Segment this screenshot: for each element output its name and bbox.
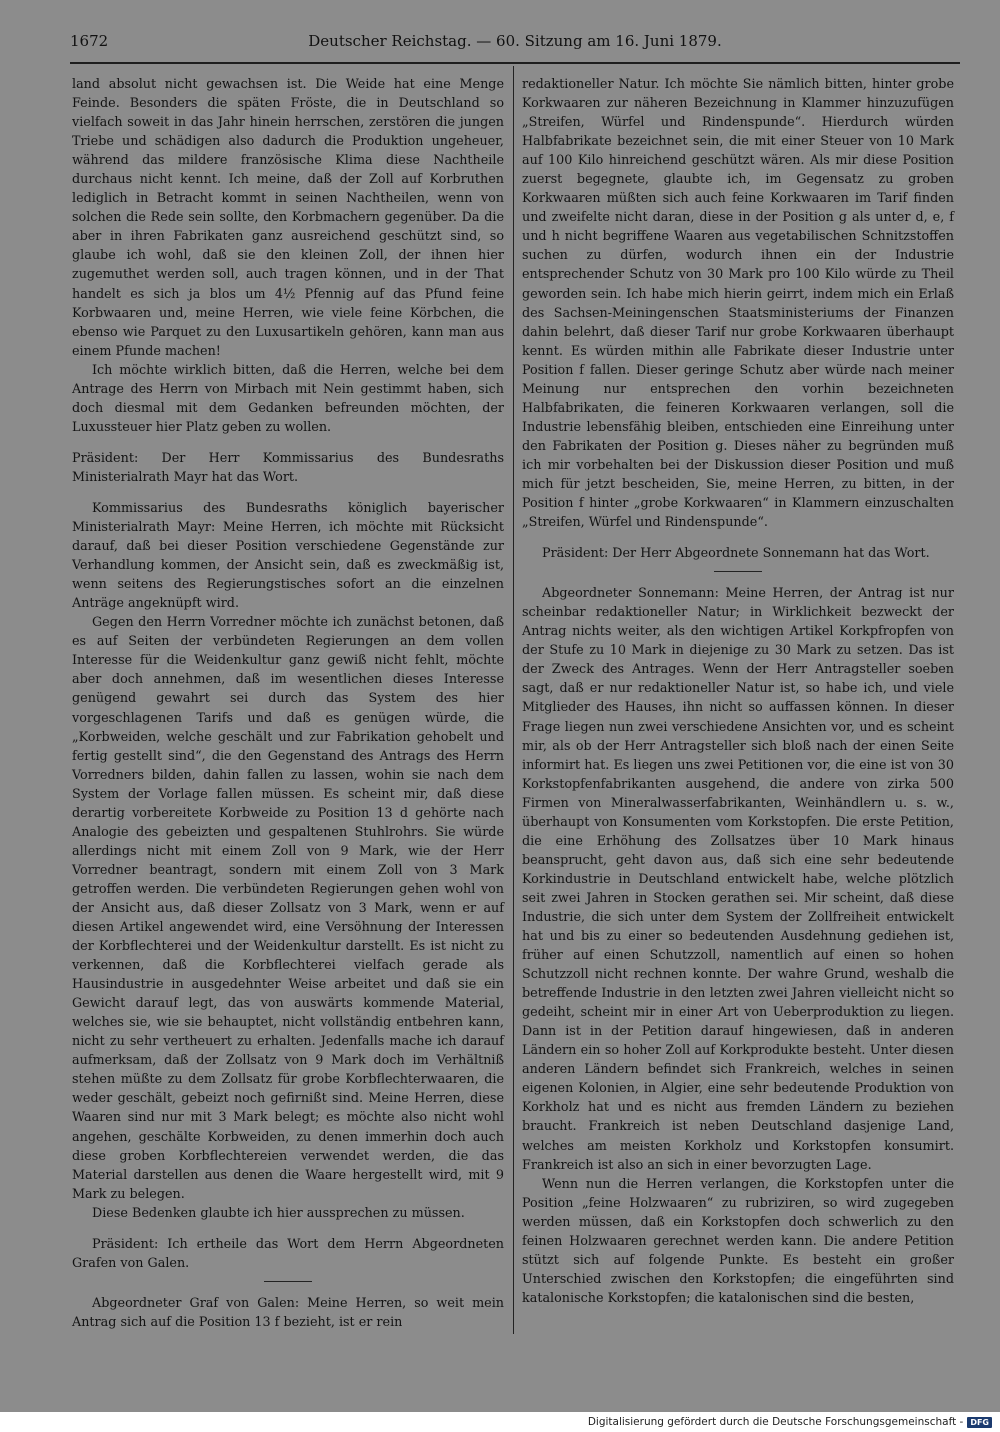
paragraph: Wenn nun die Herren verlangen, die Korkstopfen unter die Position „feine Holzwaaren“ zu rubriziren, so wird zugegeben werden müssen, daß ein Korkstopfen doch schwerlich zu den feinen Holzwaaren gerechnet werden kann. Die andere Petition stützt sich auf folgende Punkte. Es besteht ein großer Unterschied zwischen den Korkstopfen; die eingeführten sind katalonische Korkstopfen; die katalonischen sind die besten, (522, 1176, 954, 1306)
header-rule (70, 62, 960, 64)
column-divider (513, 66, 514, 1334)
section-rule (264, 1281, 312, 1282)
header-title: Deutscher Reichstag. — 60. Sitzung am 16. Juni 1879. (308, 32, 722, 50)
section-rule (714, 571, 762, 572)
paragraph: Diese Bedenken glaubte ich hier aussprechen zu müssen. (92, 1205, 465, 1221)
paragraph: land absolut nicht gewachsen ist. Die Weide hat eine Menge Feinde. Besonders die späten Fröste, die in Deutschland so vielfach soweit in das Jahr hinein herrschen, zerstören die jungen Triebe und schädigen also dadurch die Produktion ungeheuer, während das mildere französische Klima diese Nachtheile durchaus nicht kennt. Ich meine, daß der Zoll auf Korbruthen lediglich in Betracht kommt in seinen Nachtheilen, wenn von solchen die Rede sein sollte, den Korbmachern gegenüber. Da die aber in ihren Fabrikaten ganz ausreichend geschützt sind, so glaube ich wohl, daß sie den kleinen Zoll, der ihnen hier zugemuthet werden soll, auch tragen können, und in der That handelt es sich ja blos um 4½ Pfennig auf das Pfund feine Korbwaaren und, meine Herren, wie viele feine Körbchen, die ebenso wie Parquet zu den Luxusartikeln gehören, kann man aus einem Pfunde machen! (72, 77, 504, 359)
paragraph: Ich möchte wirklich bitten, daß die Herren, welche bei dem Antrage des Herrn von Mirbach mit Nein gestimmt haben, sich doch diesmal mit dem Gedanken befreunden möchten, der Luxussteuer hier Platz geben zu wollen. (72, 362, 504, 435)
page-number: 1672 (70, 32, 109, 50)
running-header (70, 32, 960, 58)
right-column (522, 75, 954, 1308)
paragraph: Präsident: Der Herr Kommissarius des Bundesraths Ministerialrath Mayr hat das Wort. (72, 450, 504, 485)
paragraph: Kommissarius des Bundesraths königlich bayerischer Ministerialrath Mayr: Meine Herren, ich möchte mit Rücksicht darauf, daß bei dieser Position verschiedene Gegenstände zur Verhandlung kommen, der Ansicht sein, daß es zweckmäßig ist, wenn seitens des Regierungstisches sofort an die einzelnen Anträge angeknüpft wird. (72, 500, 504, 612)
paragraph: Gegen den Herrn Vorredner möchte ich zunächst betonen, daß es auf Seiten der verbündeten Regierungen an dem vollen Interesse für die Weidenkultur ganz gewiß nicht fehlt, möchte aber doch annehmen, daß im wesentlichen dieses Interesse genügend gewahrt sei durch das System des hier vorgeschlagenen Tarifs und daß es genügen würde, die „Korbweiden, welche geschält und zur Fabrikation gehobelt und fertig gestellt sind“, die den Gegenstand des Antrags des Herrn Vorredners bilden, dahin fallen zu lassen, wohin sie nach dem System der Vorlage fallen müssen. Es scheint mir, daß diese derartig vorbereitete Korbweide zu Position 13 d gehörte nach Analogie des gebeizten und gespaltenen Stuhlrohrs. Sie würde allerdings nicht mit einem Zoll von 9 Mark, wie der Herr Vorredner beantragt, sondern mit einem Zoll von 3 Mark getroffen werden. Die verbündeten Regierungen gehen wohl von der Ansicht aus, daß dieser Zollsatz von 3 Mark, wenn er auf diesen Artikel angewendet wird, eine Versöhnung der Interessen der Korbflechterei und der Weidenkultur darstellt. Es ist nicht zu verkennen, daß die Korbflechterei vielfach gerade als Hausindustrie in ausgedehnter Weise arbeitet und daß sie ein Gewicht darauf legt, das von auswärts kommende Material, welches sie, wie sie behauptet, nicht vollständig entbehren kann, nicht zu sehr vertheuert zu erhalten. Jedenfalls mache ich darauf aufmerksam, daß der Zollsatz von 9 Mark doch im Verhältniß stehen müßte zu dem Zollsatz für grobe Korbflechterwaaren, die weder geschält, gebeizt noch gefirnißt sind. Meine Herren, diese Waaren sind nur mit 3 Mark belegt; es möchte also nicht wohl angehen, geschälte Korbweiden, zu denen immerhin doch auch diese groben Korbflechtereien verwendet werden, die das Material darstellen aus denen die Waare hergestellt wird, mit 9 Mark zu belegen. (72, 615, 504, 1202)
paragraph: redaktioneller Natur. Ich möchte Sie nämlich bitten, hinter grobe Korkwaaren zur näheren Bezeichnung in Klammer hinzuzufügen „Streifen, Würfel und Rindenspunde“. Hierdurch würden Halbfabrikate bezeichnet sein, die mit einer Steuer von 10 Mark auf 100 Kilo hinreichend geschützt wären. Als mir diese Position zuerst begegnete, glaubte ich, im Gegensatz zu groben Korkwaaren müßten sich auch feine Korkwaaren im Tarif finden und zweifelte nicht daran, diese in der Position g als unter d, e, f und h nicht begriffene Waaren aus vegetabilischen Schnitzstoffen suchen zu dürfen, wodurch ihnen ein der Industrie entsprechender Schutz von 30 Mark pro 100 Kilo würde zu Theil geworden sein. Ich habe mich hierin geirrt, indem mich ein Erlaß des Sachsen-Meiningenschen Staatsministeriums der Finanzen dahin belehrt, daß dieser Tarif nur grobe Korkwaaren überhaupt kennt. Es würden mithin alle Fabrikate dieser Industrie unter Position f fallen. Dieser geringe Schutz aber würde nach meiner Meinung nur entsprechen den vorhin bezeichneten Halbfabrikaten, die feineren Korkwaaren verlangen, soll die Industrie lebensfähig bleiben, entschieden eine Einreihung unter den Fabrikaten der Position g. Dieses näher zu begründen muß ich mir vorbehalten bei der Diskussion dieser Position und muß mich für jetzt bescheiden, Sie, meine Herren, zu bitten, in der Position f hinter „grobe Korkwaaren“ in Klammern einzuschalten „Streifen, Würfel und Rindenspunde“. (522, 77, 954, 531)
footer (588, 1414, 992, 1430)
paragraph: Präsident: Der Herr Abgeordnete Sonnemann hat das Wort. (542, 546, 930, 562)
left-column (72, 75, 504, 1332)
footer-credit: Digitalisierung gefördert durch die Deutsche Forschungsgemeinschaft - (587, 1416, 964, 1428)
dfg-logo: DFG (967, 1417, 992, 1428)
paragraph: Abgeordneter Graf von Galen: Meine Herren, so weit mein Antrag sich auf die Position 13 f bezieht, ist er rein (72, 1295, 504, 1330)
paragraph: Abgeordneter Sonnemann: Meine Herren, der Antrag ist nur scheinbar redaktioneller Natur; in Wirklichkeit bezweckt der Antrag nichts weiter, als den wichtigen Artikel Korkpfropfen von der Stufe zu 10 Mark in diejenige zu 30 Mark zu setzen. Das ist der Zweck des Antrages. Wenn der Herr Antragsteller soeben sagt, daß er nur redaktioneller Natur ist, so habe ich, und viele Mitglieder des Hauses, ihn nicht so auffassen können. In dieser Frage liegen nun zwei verschiedene Ansichten vor, und es scheint mir, als ob der Herr Antragsteller sich bloß nach der einen Seite informirt hat. Es liegen uns zwei Petitionen vor, die eine ist von 30 Korkstopfenfabrikanten ausgehend, die andere von zirka 500 Firmen von Mineralwasserfabrikanten, Weinhändlern u. s. w., überhaupt von Konsumenten vom Korkstopfen. Die erste Petition, die eine Erhöhung des Zollsatzes über 10 Mark hinaus beansprucht, geht davon aus, daß sich eine sehr bedeutende Korkindustrie in Deutschland entwickelt habe, welche plötzlich seit zwei Jahren in Stocken gerathen sei. Mir scheint, daß diese Industrie, die sich unter dem System der Zollfreiheit entwickelt hat und bis zu einer so bedeutenden Ausdehnung gediehen ist, früher auf einen Schutzzoll, namentlich auf einen so hohen Schutzzoll nicht rechnen konnte. Der wahre Grund, weshalb die betreffende Industrie in den letzten zwei Jahren vielleicht nicht so gedeiht, scheint mir in einer Art von Ueberproduktion zu liegen. Dann ist in der Petition darauf hingewiesen, daß in anderen Ländern ein so hoher Zoll auf Korkprodukte besteht. Unter diesen anderen Ländern befindet sich Frankreich, welches in seinen eigenen Kolonien, in Algier, eine sehr bedeutende Produktion von Korkholz hat und es nicht aus fremden Ländern zu beziehen braucht. Frankreich ist neben Deutschland dasjenige Land, welches am meisten Korkholz und Korkstopfen konsumirt. Frankreich ist also an sich in einer bevorzugten Lage. (522, 586, 954, 1173)
paragraph: Präsident: Ich ertheile das Wort dem Herrn Abgeordneten Grafen von Galen. (72, 1236, 504, 1271)
